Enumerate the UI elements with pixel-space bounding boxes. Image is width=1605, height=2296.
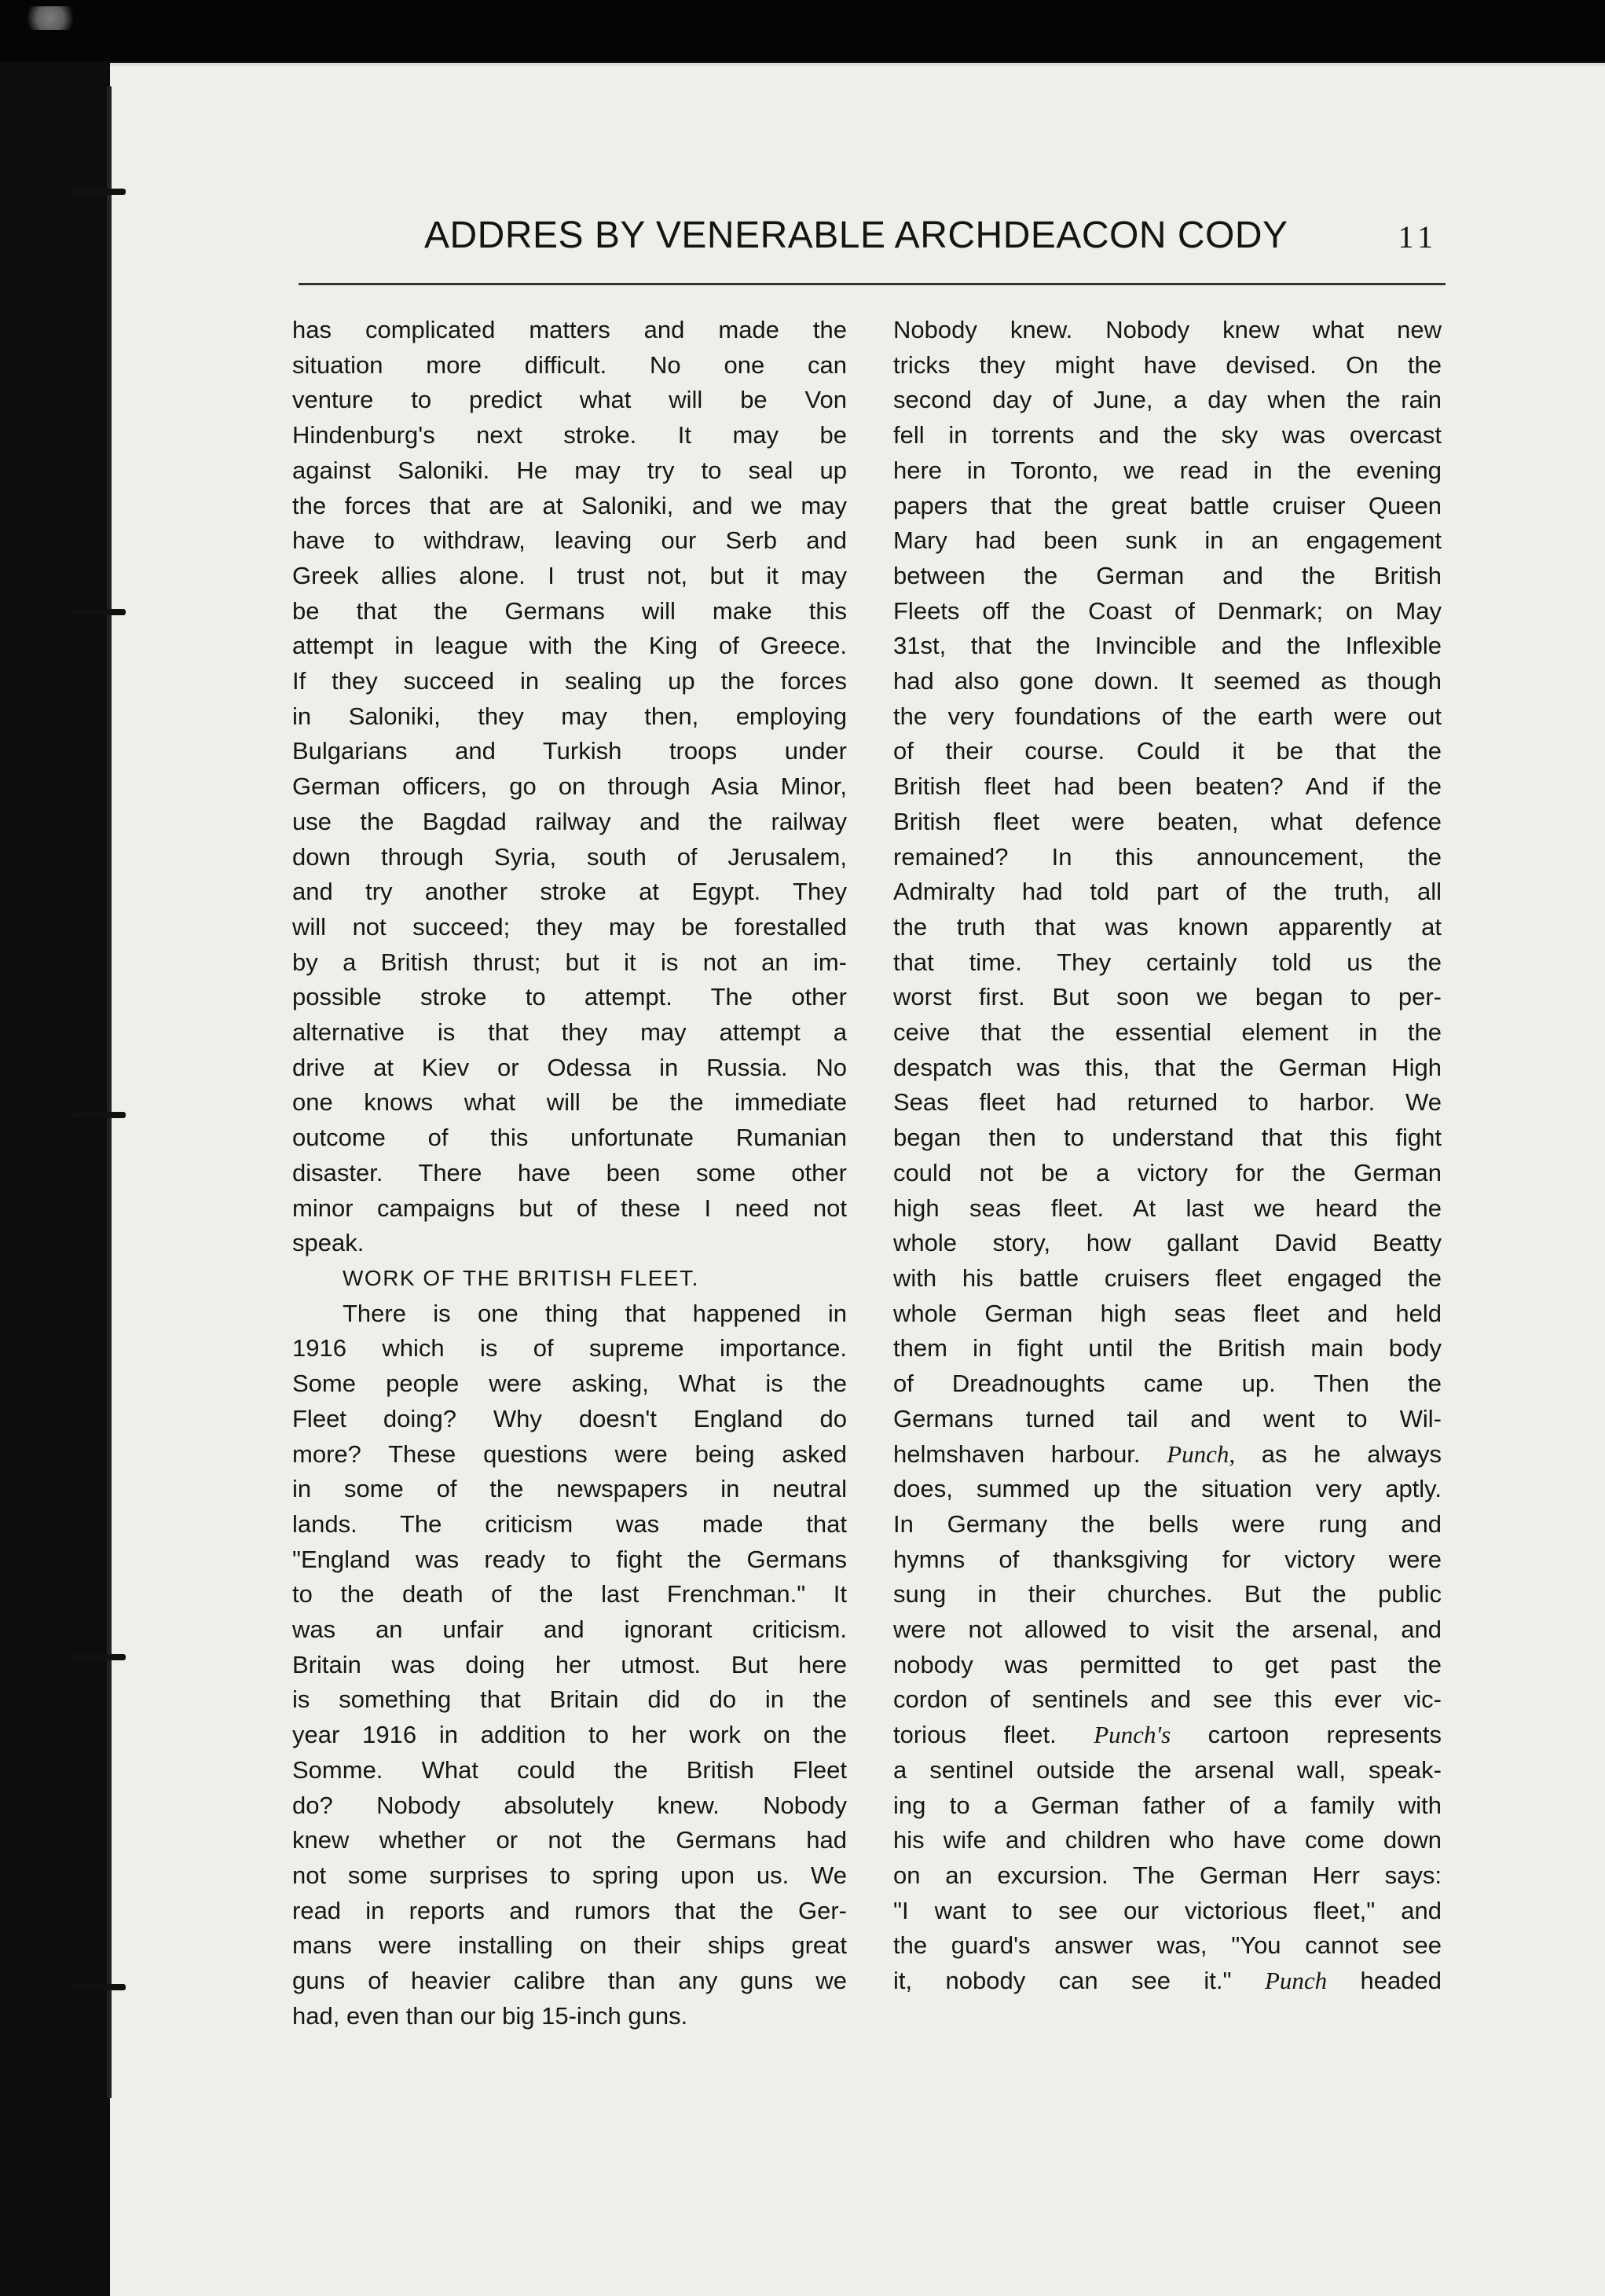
text-line: ing to a German father of a family with bbox=[893, 1791, 1442, 1819]
text-line: ceive that the essential element in the bbox=[893, 1018, 1442, 1047]
right-column bbox=[893, 313, 1442, 1999]
text-line: began then to understand that this fight bbox=[893, 1124, 1442, 1152]
text-line: British fleet had been beaten? And if the bbox=[893, 772, 1442, 801]
text-line: attempt in league with the King of Greece. bbox=[292, 632, 847, 660]
text-line: Fleet doing? Why doesn't England do bbox=[292, 1404, 847, 1432]
text-line: does, summed up the situation very aptly. bbox=[893, 1475, 1442, 1503]
scan-border-top bbox=[0, 0, 1605, 61]
text-line: guns of heavier calibre than any guns we bbox=[292, 1967, 847, 1995]
text-fragment: as he always bbox=[1235, 1440, 1442, 1468]
binding-tick bbox=[71, 1984, 126, 1990]
text-line: cordon of sentinels and see this ever vic- bbox=[893, 1685, 1442, 1714]
text-line: Germans turned tail and went to Wil- bbox=[893, 1404, 1442, 1432]
text-line: despatch was this, that the German High bbox=[893, 1053, 1442, 1081]
text-line: Seas fleet had returned to harbor. We bbox=[893, 1088, 1442, 1117]
text-line: 1916 which is of supreme importance. bbox=[292, 1334, 847, 1363]
text-line: year 1916 in addition to her work on the bbox=[292, 1721, 847, 1749]
running-title: ADDRES BY VENERABLE ARCHDEACON CODY bbox=[424, 215, 1288, 256]
text-line: worst first. But soon we began to per- bbox=[893, 983, 1442, 1011]
text-line: in Saloniki, they may then, employing bbox=[292, 702, 847, 730]
text-line: by a British thrust; but it is not an im- bbox=[292, 948, 847, 976]
header-rule bbox=[299, 283, 1446, 285]
text-line: high seas fleet. At last we heard the bbox=[893, 1194, 1442, 1222]
text-line: Somme. What could the British Fleet bbox=[292, 1755, 847, 1784]
section-subheading: WORK OF THE BRITISH FLEET. bbox=[343, 1265, 699, 1290]
text-line: tricks they might have devised. On the bbox=[893, 350, 1442, 379]
text-line: is something that Britain did do in the bbox=[292, 1685, 847, 1714]
text-line: use the Bagdad railway and the railway bbox=[292, 807, 847, 835]
text-line: more? These questions were being asked bbox=[292, 1440, 847, 1468]
text-line: hymns of thanksgiving for victory were bbox=[893, 1545, 1442, 1573]
text-line: outcome of this unfortunate Rumanian bbox=[292, 1124, 847, 1152]
text-line: in some of the newspapers in neutral bbox=[292, 1475, 847, 1503]
text-line: one knows what will be the immediate bbox=[292, 1088, 847, 1117]
text-line: whole story, how gallant David Beatty bbox=[893, 1229, 1442, 1257]
text-line: If they succeed in sealing up the forces bbox=[292, 667, 847, 695]
text-fragment: it, nobody can see it." bbox=[893, 1967, 1265, 1995]
text-line bbox=[893, 1718, 1442, 1753]
italic-title: Punch, bbox=[1167, 1440, 1236, 1468]
text-line: read in reports and rumors that the Ger- bbox=[292, 1896, 847, 1924]
text-line: will not succeed; they may be forestalled bbox=[292, 912, 847, 941]
text-line: have to withdraw, leaving our Serb and bbox=[292, 526, 847, 555]
text-line: Greek allies alone. I trust not, but it may bbox=[292, 561, 847, 589]
text-line: Nobody knew. Nobody knew what new bbox=[893, 316, 1442, 343]
text-line: them in fight until the British main body bbox=[893, 1334, 1442, 1363]
text-line: not some surprises to spring upon us. We bbox=[292, 1861, 847, 1889]
text-line: knew whether or not the Germans had bbox=[292, 1826, 847, 1854]
text-line: on an excursion. The German Herr says: bbox=[893, 1861, 1442, 1889]
binding-tick bbox=[71, 189, 126, 195]
text-line: the forces that are at Saloniki, and we may bbox=[292, 491, 847, 519]
text-line: and try another stroke at Egypt. They bbox=[292, 878, 847, 906]
text-line: disaster. There have been some other bbox=[292, 1158, 847, 1187]
text-line: has complicated matters and made the bbox=[292, 316, 847, 343]
italic-title: Punch bbox=[1264, 1967, 1328, 1995]
page-binding bbox=[107, 86, 112, 2098]
text-line: venture to predict what will be Von bbox=[292, 386, 847, 414]
text-line: be that the Germans will make this bbox=[292, 596, 847, 625]
text-line: were not allowed to visit the arsenal, and bbox=[893, 1616, 1442, 1644]
text-line: Hindenburg's next stroke. It may be bbox=[292, 421, 847, 449]
text-line: had, even than our big 15-inch guns. bbox=[292, 2001, 688, 2030]
text-line: 31st, that the Invincible and the Inflexible bbox=[893, 632, 1442, 660]
text-line: against Saloniki. He may try to seal up bbox=[292, 456, 847, 484]
text-line: Bulgarians and Turkish troops under bbox=[292, 737, 847, 765]
text-line: the very foundations of the earth were out bbox=[893, 702, 1442, 730]
text-line: down through Syria, south of Jerusalem, bbox=[292, 842, 847, 871]
text-fragment: cartoon represents bbox=[1171, 1721, 1442, 1749]
text-line: "England was ready to fight the Germans bbox=[292, 1545, 847, 1573]
text-line: the truth that was known apparently at bbox=[893, 912, 1442, 941]
text-line: lands. The criticism was made that bbox=[292, 1509, 847, 1538]
text-line: remained? In this announcement, the bbox=[893, 842, 1442, 871]
text-line: the guard's answer was, "You cannot see bbox=[893, 1931, 1442, 1960]
text-line: minor campaigns but of these I need not bbox=[292, 1194, 847, 1222]
page-number: 11 bbox=[1398, 219, 1438, 255]
text-line: There is one thing that happened in bbox=[343, 1299, 847, 1327]
text-line: "I want to see our victorious fleet," and bbox=[893, 1896, 1442, 1924]
text-line: between the German and the British bbox=[893, 561, 1442, 589]
italic-title: Punch's bbox=[1094, 1721, 1171, 1749]
text-line: Britain was doing her utmost. But here bbox=[292, 1650, 847, 1678]
text-line: was an unfair and ignorant criticism. bbox=[292, 1616, 847, 1644]
text-line: could not be a victory for the German bbox=[893, 1158, 1442, 1187]
text-line: German officers, go on through Asia Minor, bbox=[292, 772, 847, 801]
text-line: situation more difficult. No one can bbox=[292, 350, 847, 379]
text-line: papers that the great battle cruiser Queen bbox=[893, 491, 1442, 519]
text-line: here in Toronto, we read in the evening bbox=[893, 456, 1442, 484]
text-line bbox=[893, 1964, 1442, 1999]
running-header bbox=[424, 214, 1438, 257]
text-line: fell in torrents and the sky was overcast bbox=[893, 421, 1442, 449]
text-line: alternative is that they may attempt a bbox=[292, 1018, 847, 1047]
text-line: mans were installing on their ships great bbox=[292, 1931, 847, 1960]
text-line: a sentinel outside the arsenal wall, speak- bbox=[893, 1755, 1442, 1784]
binding-tick bbox=[71, 1654, 126, 1660]
text-line: his wife and children who have come down bbox=[893, 1826, 1442, 1854]
text-line bbox=[893, 1437, 1442, 1473]
text-fragment: helmshaven harbour. bbox=[893, 1440, 1167, 1468]
text-line: Fleets off the Coast of Denmark; on May bbox=[893, 596, 1442, 625]
text-line: nobody was permitted to get past the bbox=[893, 1650, 1442, 1678]
text-line: whole German high seas fleet and held bbox=[893, 1299, 1442, 1327]
text-fragment: torious fleet. bbox=[893, 1721, 1094, 1749]
text-line: sung in their churches. But the public bbox=[893, 1580, 1442, 1608]
left-column bbox=[292, 313, 847, 2034]
text-line: with his battle cruisers fleet engaged the bbox=[893, 1264, 1442, 1292]
text-line: do? Nobody absolutely knew. Nobody bbox=[292, 1791, 847, 1819]
text-line: of Dreadnoughts came up. Then the bbox=[893, 1370, 1442, 1398]
text-line: speak. bbox=[292, 1229, 365, 1257]
text-line: drive at Kiev or Odessa in Russia. No bbox=[292, 1053, 847, 1081]
text-line: Mary had been sunk in an engagement bbox=[893, 526, 1442, 555]
text-line: of their course. Could it be that the bbox=[893, 737, 1442, 765]
text-line: Some people were asking, What is the bbox=[292, 1370, 847, 1398]
text-line: to the death of the last Frenchman." It bbox=[292, 1580, 847, 1608]
text-line: had also gone down. It seemed as though bbox=[893, 667, 1442, 695]
binding-tick bbox=[71, 1112, 126, 1118]
text-line: British fleet were beaten, what defence bbox=[893, 807, 1442, 835]
text-line: In Germany the bells were rung and bbox=[893, 1509, 1442, 1538]
text-line: second day of June, a day when the rain bbox=[893, 386, 1442, 414]
text-line: possible stroke to attempt. The other bbox=[292, 983, 847, 1011]
scan-speck bbox=[19, 6, 82, 30]
binding-tick bbox=[71, 609, 126, 615]
text-line: Admiralty had told part of the truth, all bbox=[893, 878, 1442, 906]
text-line: that time. They certainly told us the bbox=[893, 948, 1442, 976]
text-fragment: headed bbox=[1327, 1967, 1442, 1995]
